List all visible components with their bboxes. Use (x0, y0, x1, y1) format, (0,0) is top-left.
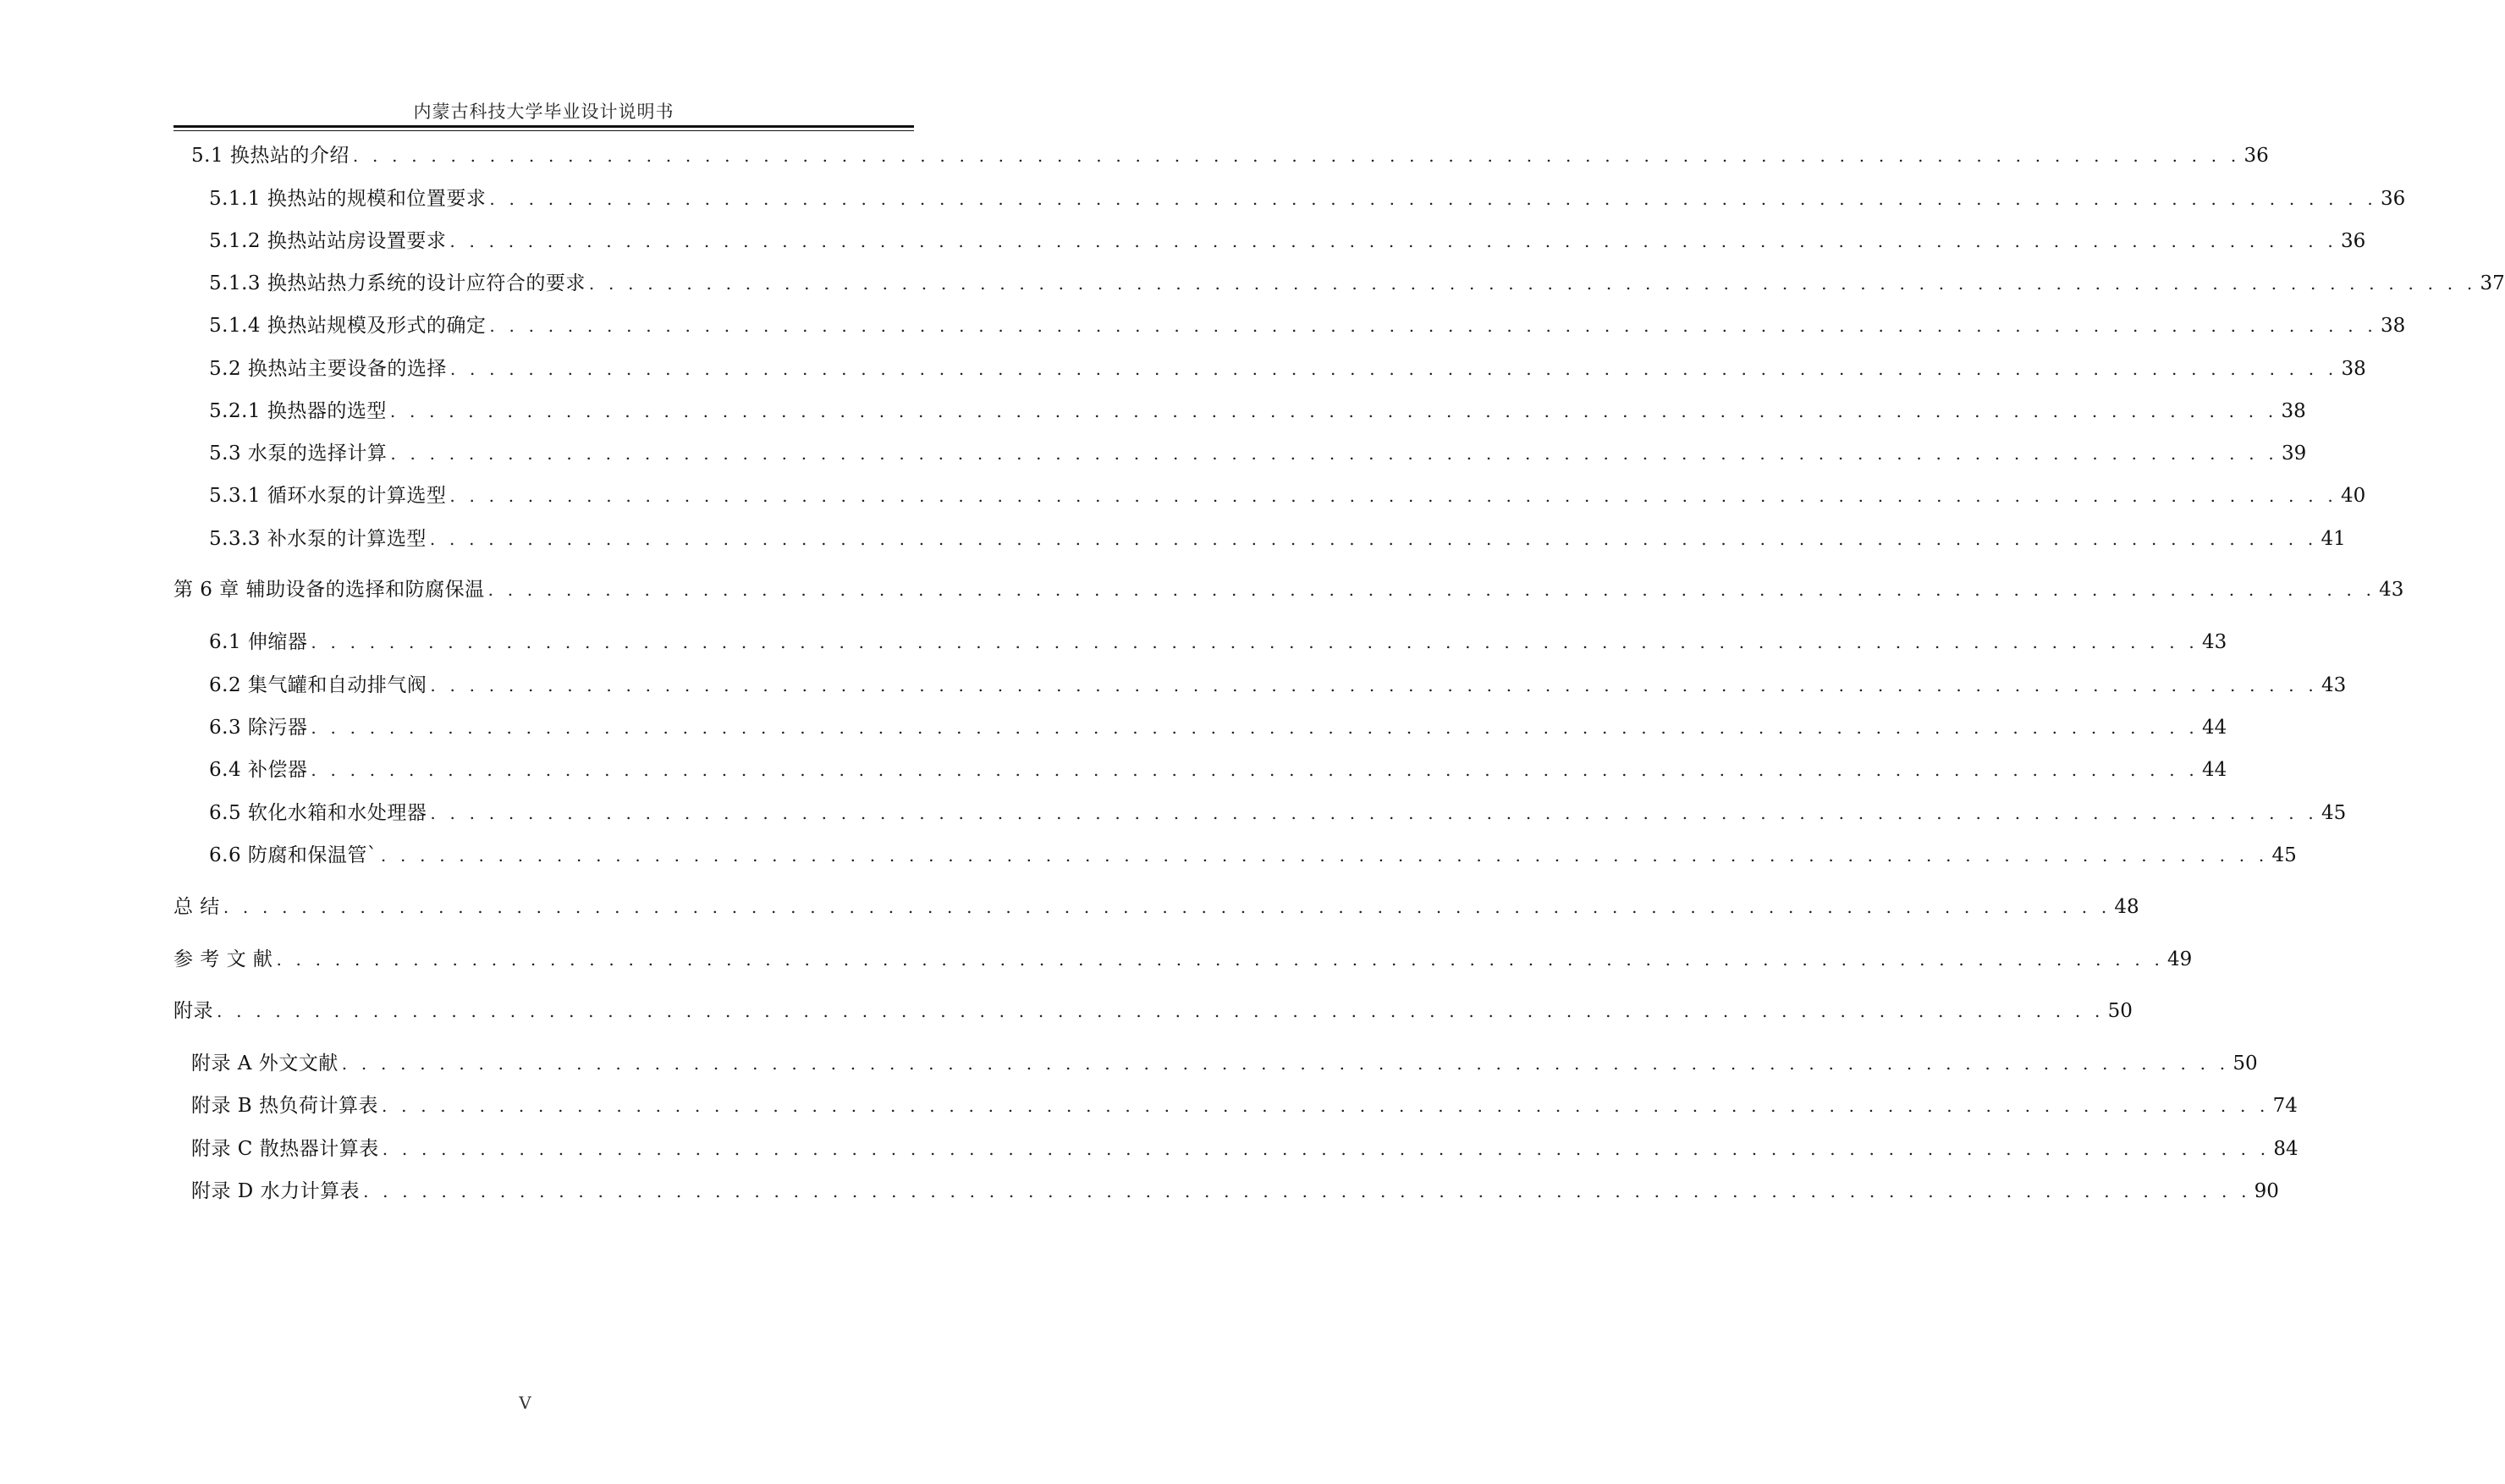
toc-entry[interactable] (209, 672, 2347, 699)
header-rule-thick (173, 125, 914, 128)
toc-entry[interactable] (173, 576, 2404, 603)
toc-entry-page: 36 (2243, 145, 2269, 167)
toc-entry-label: 5.3.1 循环水泵的计算选型 (209, 485, 447, 507)
page-number-footer: V (519, 1393, 531, 1413)
toc-entry-leader: . . . . . . . . . . . . . . . . . . . . . . . . . . . . . . . . . . . . . . . . . . . . . . . . . . . . . . . . . . . . . . . . . . . . . . . . . . . . . . . . . . . . . . . . . . . . . . . . . (487, 580, 2376, 600)
toc-entry-label: 附录 C 散热器计算表 (191, 1138, 379, 1160)
header-rule-thin (173, 130, 914, 131)
toc-entry-leader: . . . . . . . . . . . . . . . . . . . . . . . . . . . . . . . . . . . . . . . . . . . . . . . . . . . . . . . . . . . . . . . . . . . . . . . . . . . . . . . . . . . . . . . . . . . . . . . . . (341, 1053, 2230, 1074)
toc-entry[interactable] (191, 1135, 2299, 1162)
toc-entry[interactable] (209, 800, 2347, 827)
toc-entry-page: 74 (2272, 1095, 2298, 1117)
toc-entry-label: 5.3 水泵的选择计算 (209, 442, 388, 464)
toc-entry-label: 6.1 伸缩器 (209, 631, 308, 653)
toc-entry[interactable] (173, 946, 2193, 973)
toc-entry-label: 5.1.2 换热站站房设置要求 (209, 230, 447, 252)
toc-entry-page: 84 (2273, 1138, 2299, 1160)
toc-entry-leader: . . . . . . . . . . . . . . . . . . . . . . . . . . . . . . . . . . . . . . . . . . . . . . . . . . . . . . . . . . . . . . . . . . . . . . . . . . . . . . . . . . . . . . . . . . . . . . . . . (363, 1181, 2251, 1201)
toc-entry-label: 5.1.3 换热站热力系统的设计应符合的要求 (209, 272, 586, 294)
toc-entry-label: 6.2 集气罐和自动排气阀 (209, 674, 427, 696)
toc-entry-page: 45 (2271, 844, 2297, 866)
toc-entry-page: 43 (2379, 579, 2404, 601)
toc-entry-leader: . . . . . . . . . . . . . . . . . . . . . . . . . . . . . . . . . . . . . . . . . . . . . . . . . . . . . . . . . . . . . . . . . . . . . . . . . . . . . . . . . . . . . . . . . . . . . . . . . (311, 760, 2199, 780)
toc-entry-page: 39 (2281, 442, 2307, 464)
toc-entry-page: 41 (2321, 528, 2346, 550)
toc-entry[interactable] (173, 998, 2133, 1025)
toc-entry-label: 5.1 换热站的介绍 (191, 145, 350, 167)
toc-entry-leader: . . . . . . . . . . . . . . . . . . . . . . . . . . . . . . . . . . . . . . . . . . . . . . . . . . . . . . . . . . . . . . . . . . . . . . . . . . . . . . . . . . . . . . . . . . . . . . . . . (390, 443, 2278, 464)
toc-entry[interactable] (191, 1092, 2298, 1119)
toc-entry[interactable] (209, 228, 2366, 255)
toc-entry-page: 44 (2201, 759, 2227, 781)
toc-entry[interactable] (209, 398, 2306, 425)
toc-entry-label: 第 6 章 辅助设备的选择和防腐保温 (173, 579, 485, 601)
toc-entry-leader: . . . . . . . . . . . . . . . . . . . . . . . . . . . . . . . . . . . . . . . . . . . . . . . . . . . . . . . . . . . . . . . . . . . . . . . . . . . . . . . . . . . . . . . . . . . . . . . . . (449, 486, 2337, 506)
toc-entry-leader: . . . . . . . . . . . . . . . . . . . . . . . . . . . . . . . . . . . . . . . . . . . . . . . . . . . . . . . . . . . . . . . . . . . . . . . . . . . . . . . . . . . . . . . . . . . . . . . . . (352, 146, 2241, 166)
toc-entry-label: 6.6 防腐和保温管` (209, 844, 377, 866)
toc-entry-page: 43 (2201, 631, 2227, 653)
toc-entry[interactable] (209, 756, 2227, 783)
toc-entry-leader: . . . . . . . . . . . . . . . . . . . . . . . . . . . . . . . . . . . . . . . . . . . . . . . . . . . . . . . . . . . . . . . . . . . . . . . . . . . . . . . . . . . . . . . . . . . . . . . . . (380, 845, 2269, 866)
toc-entry-page: 49 (2167, 948, 2193, 970)
toc-entry[interactable] (191, 1050, 2258, 1077)
toc-entry[interactable] (209, 629, 2227, 656)
toc-entry[interactable] (209, 482, 2366, 509)
toc-entry-page: 50 (2232, 1053, 2258, 1075)
toc-entry-label: 5.1.1 换热站的规模和位置要求 (209, 188, 487, 210)
toc-entry-page: 38 (2380, 315, 2406, 337)
toc-entry-leader: . . . . . . . . . . . . . . . . . . . . . . . . . . . . . . . . . . . . . . . . . . . . . . . . . . . . . . . . . . . . . . . . . . . . . . . . . . . . . . . . . . . . . . . . . . . . . . . . . (389, 401, 2278, 421)
toc-entry[interactable] (173, 893, 2139, 921)
toc-entry-leader: . . . . . . . . . . . . . . . . . . . . . . . . . . . . . . . . . . . . . . . . . . . . . . . . . . . . . . . . . . . . . . . . . . . . . . . . . . . . . . . . . . . . . . . . . . . . . . . . . (588, 273, 2477, 294)
toc-entry-label: 5.1.4 换热站规模及形式的确定 (209, 315, 487, 337)
toc-entry-leader: . . . . . . . . . . . . . . . . . . . . . . . . . . . . . . . . . . . . . . . . . . . . . . . . . . . . . . . . . . . . . . . . . . . . . . . . . . . . . . . . . . . . . . . . . . . . . . . . . (311, 717, 2199, 738)
toc-entry-page: 48 (2114, 896, 2139, 918)
toc-entry-leader: . . . . . . . . . . . . . . . . . . . . . . . . . . . . . . . . . . . . . . . . . . . . . . . . . . . . . . . . . . . . . . . . . . . . . . . . . . . . . . . . . . . . . . . . . . . . . . . . . (276, 949, 2165, 970)
toc-entry-leader: . . . . . . . . . . . . . . . . . . . . . . . . . . . . . . . . . . . . . . . . . . . . . . . . . . . . . . . . . . . . . . . . . . . . . . . . . . . . . . . . . . . . . . . . . . . . . . . . . (311, 632, 2199, 652)
toc-entry-page: 38 (2281, 400, 2306, 422)
toc-entry-page: 44 (2201, 717, 2227, 739)
toc-entry-label: 附录 B 热负荷计算表 (191, 1095, 379, 1117)
toc-entry-leader: . . . . . . . . . . . . . . . . . . . . . . . . . . . . . . . . . . . . . . . . . . . . . . . . . . . . . . . . . . . . . . . . . . . . . . . . . . . . . . . . . . . . . . . . . . . . . . . . . (430, 803, 2318, 823)
toc-entry-page: 45 (2321, 802, 2347, 824)
toc-entry[interactable] (191, 1178, 2279, 1205)
toc-entry-leader: . . . . . . . . . . . . . . . . . . . . . . . . . . . . . . . . . . . . . . . . . . . . . . . . . . . . . . . . . . . . . . . . . . . . . . . . . . . . . . . . . . . . . . . . . . . . . . . . . (223, 897, 2111, 917)
toc-entry-leader: . . . . . . . . . . . . . . . . . . . . . . . . . . . . . . . . . . . . . . . . . . . . . . . . . . . . . . . . . . . . . . . . . . . . . . . . . . . . . . . . . . . . . . . . . . . . . . . . . (489, 189, 2377, 209)
toc-entry-leader: . . . . . . . . . . . . . . . . . . . . . . . . . . . . . . . . . . . . . . . . . . . . . . . . . . . . . . . . . . . . . . . . . . . . . . . . . . . . . . . . . . . . . . . . . . . . . . . . . (382, 1139, 2271, 1159)
toc-entry-label: 6.5 软化水箱和水处理器 (209, 802, 427, 824)
toc-entry[interactable] (209, 525, 2346, 552)
toc-entry[interactable] (209, 440, 2307, 467)
toc-entry-label: 附录 D 水力计算表 (191, 1180, 361, 1202)
toc-entry-page: 37 (2480, 272, 2505, 294)
toc-entry-page: 43 (2321, 674, 2347, 696)
toc-entry-leader: . . . . . . . . . . . . . . . . . . . . . . . . . . . . . . . . . . . . . . . . . . . . . . . . . . . . . . . . . . . . . . . . . . . . . . . . . . . . . . . . . . . . . . . . . . . . . . . . . (430, 675, 2318, 695)
page-header-title: 内蒙古科技大学毕业设计说明书 (413, 102, 674, 122)
toc-entry-page: 36 (2340, 230, 2366, 252)
toc-entry-page: 40 (2340, 485, 2366, 507)
toc-entry-label: 总 结 (173, 896, 220, 918)
toc-entry-leader: . . . . . . . . . . . . . . . . . . . . . . . . . . . . . . . . . . . . . . . . . . . . . . . . . . . . . . . . . . . . . . . . . . . . . . . . . . . . . . . . . . . . . . . . . . . . . . . . . (382, 1096, 2270, 1116)
toc-entry-leader: . . . . . . . . . . . . . . . . . . . . . . . . . . . . . . . . . . . . . . . . . . . . . . . . . . . . . . . . . . . . . . . . . . . . . . . . . . . . . . . . . . . . . . . . . . . . . . . . . (449, 359, 2338, 379)
toc-entry-leader: . . . . . . . . . . . . . . . . . . . . . . . . . . . . . . . . . . . . . . . . . . . . . . . . . . . . . . . . . . . . . . . . . . . . . . . . . . . . . . . . . . . . . . . . . . . . . . . . . (429, 529, 2318, 549)
toc-entry[interactable] (209, 355, 2366, 382)
toc-entry[interactable] (209, 270, 2505, 297)
toc-entry[interactable] (209, 714, 2227, 741)
toc-entry-label: 5.2.1 换热器的选型 (209, 400, 387, 422)
toc-entry[interactable] (191, 142, 2269, 169)
toc-entry-label: 附录 (173, 1000, 213, 1022)
toc-entry-page: 90 (2254, 1180, 2279, 1202)
toc-entry-label: 6.3 除污器 (209, 717, 308, 739)
toc-entry-page: 38 (2341, 358, 2366, 380)
toc-entry-page: 36 (2380, 188, 2406, 210)
toc-entry-leader: . . . . . . . . . . . . . . . . . . . . . . . . . . . . . . . . . . . . . . . . . . . . . . . . . . . . . . . . . . . . . . . . . . . . . . . . . . . . . . . . . . . . . . . . . . . . . . . . . (489, 316, 2377, 336)
toc-entry-leader: . . . . . . . . . . . . . . . . . . . . . . . . . . . . . . . . . . . . . . . . . . . . . . . . . . . . . . . . . . . . . . . . . . . . . . . . . . . . . . . . . . . . . . . . . . . . . . . . . (217, 1001, 2105, 1021)
toc-entry-leader: . . . . . . . . . . . . . . . . . . . . . . . . . . . . . . . . . . . . . . . . . . . . . . . . . . . . . . . . . . . . . . . . . . . . . . . . . . . . . . . . . . . . . . . . . . . . . . . . . (449, 231, 2337, 251)
toc-entry-label: 5.2 换热站主要设备的选择 (209, 358, 447, 380)
toc-entry-label: 参 考 文 献 (173, 948, 273, 970)
toc-entry-label: 5.3.3 补水泵的计算选型 (209, 528, 427, 550)
toc-entry[interactable] (209, 312, 2406, 339)
toc-entry-page: 50 (2107, 1000, 2133, 1022)
toc-entry[interactable] (209, 185, 2406, 212)
toc-entry[interactable] (209, 842, 2297, 869)
toc-entry-label: 附录 A 外文文献 (191, 1053, 339, 1075)
toc-entry-label: 6.4 补偿器 (209, 759, 308, 781)
